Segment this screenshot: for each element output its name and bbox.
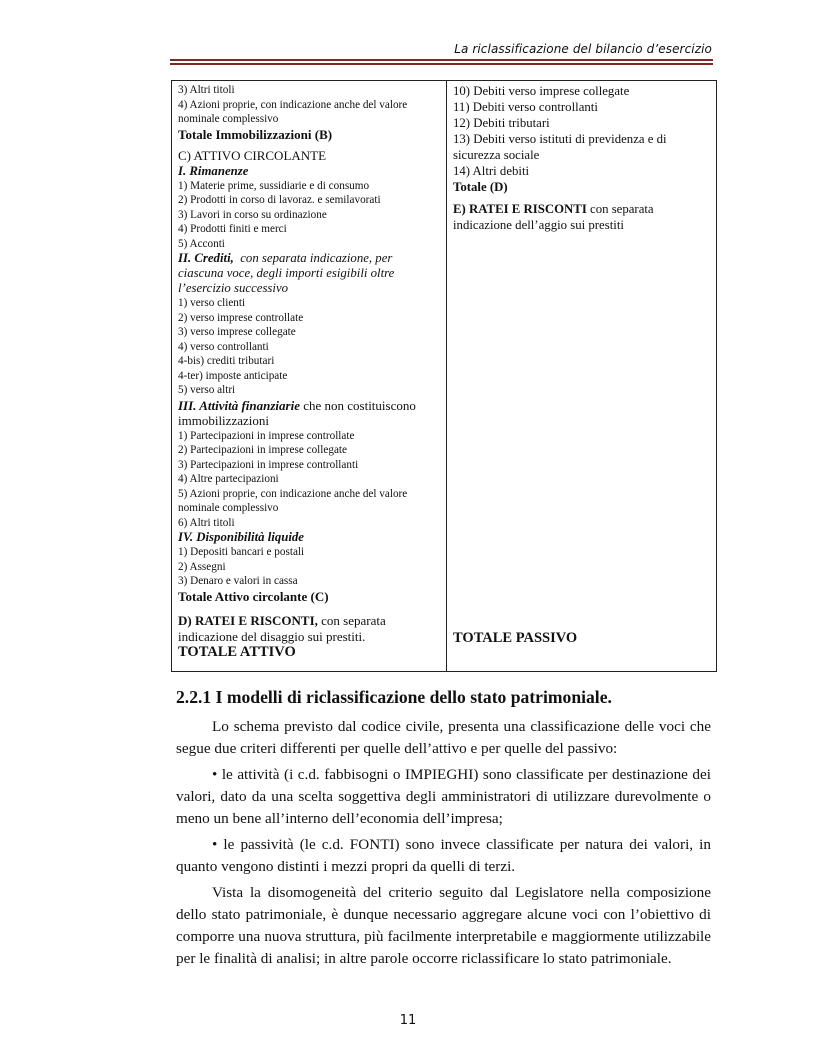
section-ratei-risconti-attivi [178, 613, 446, 629]
list-item: 4) Azioni proprie, con indicazione anche del valore [178, 98, 408, 111]
list-item: sicurezza sociale [453, 148, 540, 162]
total-immobilizzazioni: Totale Immobilizzazioni (B) [178, 126, 333, 142]
list-item: 4) verso controllanti [178, 340, 269, 353]
total-passivo: TOTALE PASSIVO [453, 630, 578, 646]
list-item: 5) Azioni proprie, con indicazione anche del valore [178, 487, 408, 500]
attivo-column [172, 81, 447, 671]
balance-sheet-table [171, 80, 717, 672]
ratei-title: D) RATEI E RISCONTI, [178, 613, 318, 628]
list-item: 2) Partecipazioni in imprese collegate [178, 444, 347, 456]
list-item: 3) Altri titoli [178, 84, 235, 96]
subsection-crediti [178, 251, 446, 266]
ratei-passivi-note: con separata [590, 202, 654, 216]
list-item: 3) Lavori in corso su ordinazione [178, 208, 327, 221]
body-text [176, 716, 711, 974]
crediti-note: ciascuna voce, degli importi esigibili oltre [178, 266, 395, 280]
subsection-disponibilita-liquide: IV. Disponibilità liquide [178, 530, 304, 544]
total-attivo-circolante: Totale Attivo circolante (C) [178, 588, 329, 604]
att-fin-note: immobilizzazioni [178, 413, 269, 428]
passivo-column [447, 81, 716, 671]
crediti-title: II. Crediti, [178, 251, 234, 265]
section-ratei-risconti-passivi [453, 201, 716, 217]
list-item: 2) Prodotti in corso di lavoraz. e semilavorati [178, 194, 381, 206]
page-number: 11 [399, 1013, 417, 1028]
list-item: 14) Altri debiti [453, 164, 530, 178]
bullet-paragraph: • le passività (le c.d. FONTI) sono invece classificate per natura dei valori, in quanto vengono distinti i mezzi propri da quelli di terzi. [176, 836, 711, 875]
list-item: 3) verso imprese collegate [178, 326, 296, 338]
header-rule-secondary [170, 63, 713, 65]
paragraph: Vista la disomogeneità del criterio seguito dal Legislatore nella composizione dello stato patrimoniale, è dunque necessario aggregare alcune voci con l’obiettivo di comporre una nuova struttura, più facilmente interpretabile e maggiormente utilizzabile per le finalità di analisi; in altre parole occorre riclassificare lo stato patrimoniale. [176, 884, 711, 967]
list-item: 4) Altre partecipazioni [178, 473, 279, 485]
list-item: 1) Depositi bancari e postali [178, 546, 305, 558]
list-item: 2) verso imprese controllate [178, 311, 304, 324]
list-item: 5) Acconti [178, 237, 225, 250]
ratei-note: indicazione del disaggio sui prestiti. [178, 628, 366, 644]
list-item: 1) Partecipazioni in imprese controllate [178, 429, 355, 442]
list-item: nominale complessivo [178, 113, 279, 125]
list-item: 5) verso altri [178, 384, 236, 396]
list-item: 3) Partecipazioni in imprese controllanti [178, 458, 359, 471]
subsection-attivita-finanziarie [178, 398, 446, 414]
paragraph: Lo schema previsto dal codice civile, presenta una classificazione delle voci che segue due criteri differenti per quelle dell’attivo e per quelle del passivo: [176, 718, 711, 757]
section-heading: 2.2.1 I modelli di riclassificazione dello stato patrimoniale. [176, 687, 612, 707]
ratei-note: con separata [321, 613, 386, 628]
crediti-note: l’esercizio successivo [178, 281, 289, 295]
list-item: 11) Debiti verso controllanti [453, 100, 598, 114]
list-item: nominale complessivo [178, 502, 279, 514]
list-item: 12) Debiti tributari [453, 116, 550, 130]
list-item: 1) Materie prime, sussidiarie e di consumo [178, 179, 370, 192]
ratei-passivi-title: E) RATEI E RISCONTI [453, 202, 587, 216]
list-item: 3) Denaro e valori in cassa [178, 575, 298, 587]
list-item: 10) Debiti verso imprese collegate [453, 84, 630, 98]
list-item: 4-bis) crediti tributari [178, 355, 275, 367]
list-item: 4) Prodotti finiti e merci [178, 223, 287, 235]
bullet-paragraph: • le attività (i c.d. fabbisogni o IMPIEGHI) sono classificate per destinazione dei valori, dato da una scelta soggettiva degli amministratori di utilizzare durevolmente o meno un bene all’interno dell’economia dell’impresa; [176, 766, 711, 827]
total-attivo: TOTALE ATTIVO [178, 644, 296, 660]
crediti-note: con separata indicazione, per [240, 251, 393, 265]
section-attivo-circolante: C) ATTIVO CIRCOLANTE [178, 148, 327, 163]
total-debiti: Totale (D) [453, 180, 508, 194]
subsection-rimanenze: I. Rimanenze [178, 163, 249, 178]
list-item: 13) Debiti verso istituti di previdenza e di [453, 132, 667, 146]
list-item: 1) verso clienti [178, 297, 246, 309]
ratei-passivi-note: indicazione dell’aggio sui prestiti [453, 218, 624, 232]
list-item: 2) Assegni [178, 560, 226, 573]
att-fin-note: che non costituiscono [303, 397, 416, 413]
header-rule [170, 59, 713, 61]
att-fin-title: III. Attività finanziarie [178, 397, 300, 413]
list-item: 4-ter) imposte anticipate [178, 369, 288, 382]
running-header: La riclassificazione del bilancio d’esercizio [454, 42, 712, 56]
list-item: 6) Altri titoli [178, 516, 235, 529]
